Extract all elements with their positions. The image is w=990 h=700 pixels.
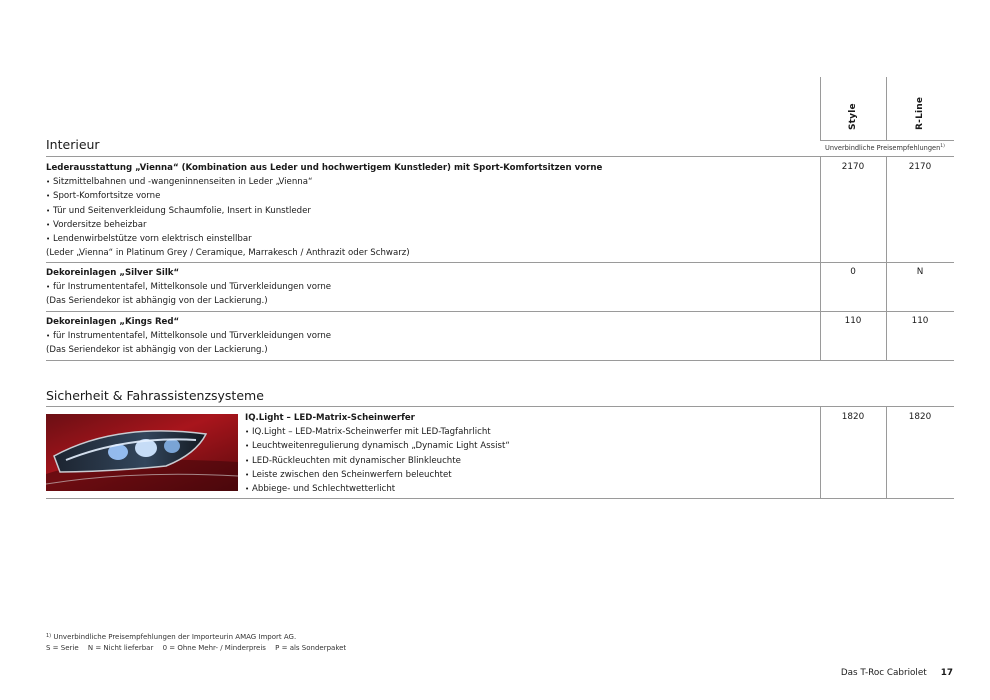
list-item: • Vordersitze beheizbar	[46, 218, 816, 232]
table-row	[245, 411, 815, 496]
price-style: 1820	[841, 412, 865, 422]
column-header-style: Style	[848, 103, 858, 130]
price-style: 0	[850, 267, 856, 277]
footnote: $^{1)}$ Unverbindliche Preisempfehlungen der Importeurin AMAG Import AG. S = Serie N = Nicht lieferbar 0 = Ohne Mehr- / Minderpreis P = als Sonderpaket	[46, 631, 546, 653]
column-header-rline: R-Line	[915, 96, 925, 130]
price-rline: 110	[911, 316, 929, 326]
price-style: 110	[844, 316, 862, 326]
list-item: • Sport-Komfortsitze vorne	[46, 189, 816, 203]
page-footer	[841, 668, 953, 678]
row-title: IQ.Light – LED-Matrix-Scheinwerfer	[245, 413, 415, 423]
price-style: 2170	[841, 162, 865, 172]
row-note: (Das Seriendekor ist abhängig von der Lackierung.)	[46, 296, 268, 307]
legend: S = Serie N = Nicht lieferbar 0 = Ohne Mehr- / Minderpreis P = als Sonderpaket	[46, 643, 347, 652]
row-title: Dekoreinlagen „Silver Silk“	[46, 268, 180, 278]
price-rline: 2170	[908, 162, 932, 172]
row-title: Lederausstattung „Vienna“ (Kombination aus Leder und hochwertigem Kunstleder) mit Sport-Komfortsitzen vorne	[46, 163, 603, 173]
table-row	[46, 161, 816, 260]
list-item: • LED-Rückleuchten mit dynamischer Blinkleuchte	[245, 454, 815, 468]
headlight-image	[46, 414, 238, 491]
row-note: (Das Seriendekor ist abhängig von der Lackierung.)	[46, 345, 268, 356]
price-rline: N	[916, 267, 924, 277]
list-item: • Tür und Seitenverkleidung Schaumfolie, Insert in Kunstleder	[46, 204, 816, 218]
list-item: • Leiste zwischen den Scheinwerfern beleuchtet	[245, 468, 815, 482]
page-number: 17	[940, 668, 953, 678]
list-item: • für Instrumententafel, Mittelkonsole und Türverkleidungen vorne	[46, 280, 816, 294]
price-note: Unverbindliche Preisempfehlungen$^{1)}$	[825, 144, 945, 153]
list-item: • Leuchtweitenregulierung dynamisch „Dynamic Light Assist“	[245, 439, 815, 453]
price-rline: 1820	[908, 412, 932, 422]
list-item: • für Instrumententafel, Mittelkonsole und Türverkleidungen vorne	[46, 329, 816, 343]
list-item: • IQ.Light – LED-Matrix-Scheinwerfer mit LED-Tagfahrlicht	[245, 425, 815, 439]
row-title: Dekoreinlagen „Kings Red“	[46, 317, 180, 327]
footer-title: Das T-Roc Cabriolet	[840, 668, 927, 678]
section-title-interieur: Interieur	[46, 137, 100, 152]
row-note: (Leder „Vienna“ in Platinum Grey / Ceramique, Marrakesch / Anthrazit oder Schwarz)	[46, 248, 410, 259]
list-item: • Sitzmittelbahnen und -wangeninnenseiten in Leder „Vienna“	[46, 175, 816, 189]
table-row	[46, 315, 816, 358]
table-row	[46, 266, 816, 309]
list-item: • Abbiege- und Schlechtwetterlicht	[245, 482, 815, 496]
section-title-sicherheit: Sicherheit & Fahrassistenzsysteme	[46, 388, 264, 403]
list-item: • Lendenwirbelstütze vorn elektrisch einstellbar	[46, 232, 816, 246]
